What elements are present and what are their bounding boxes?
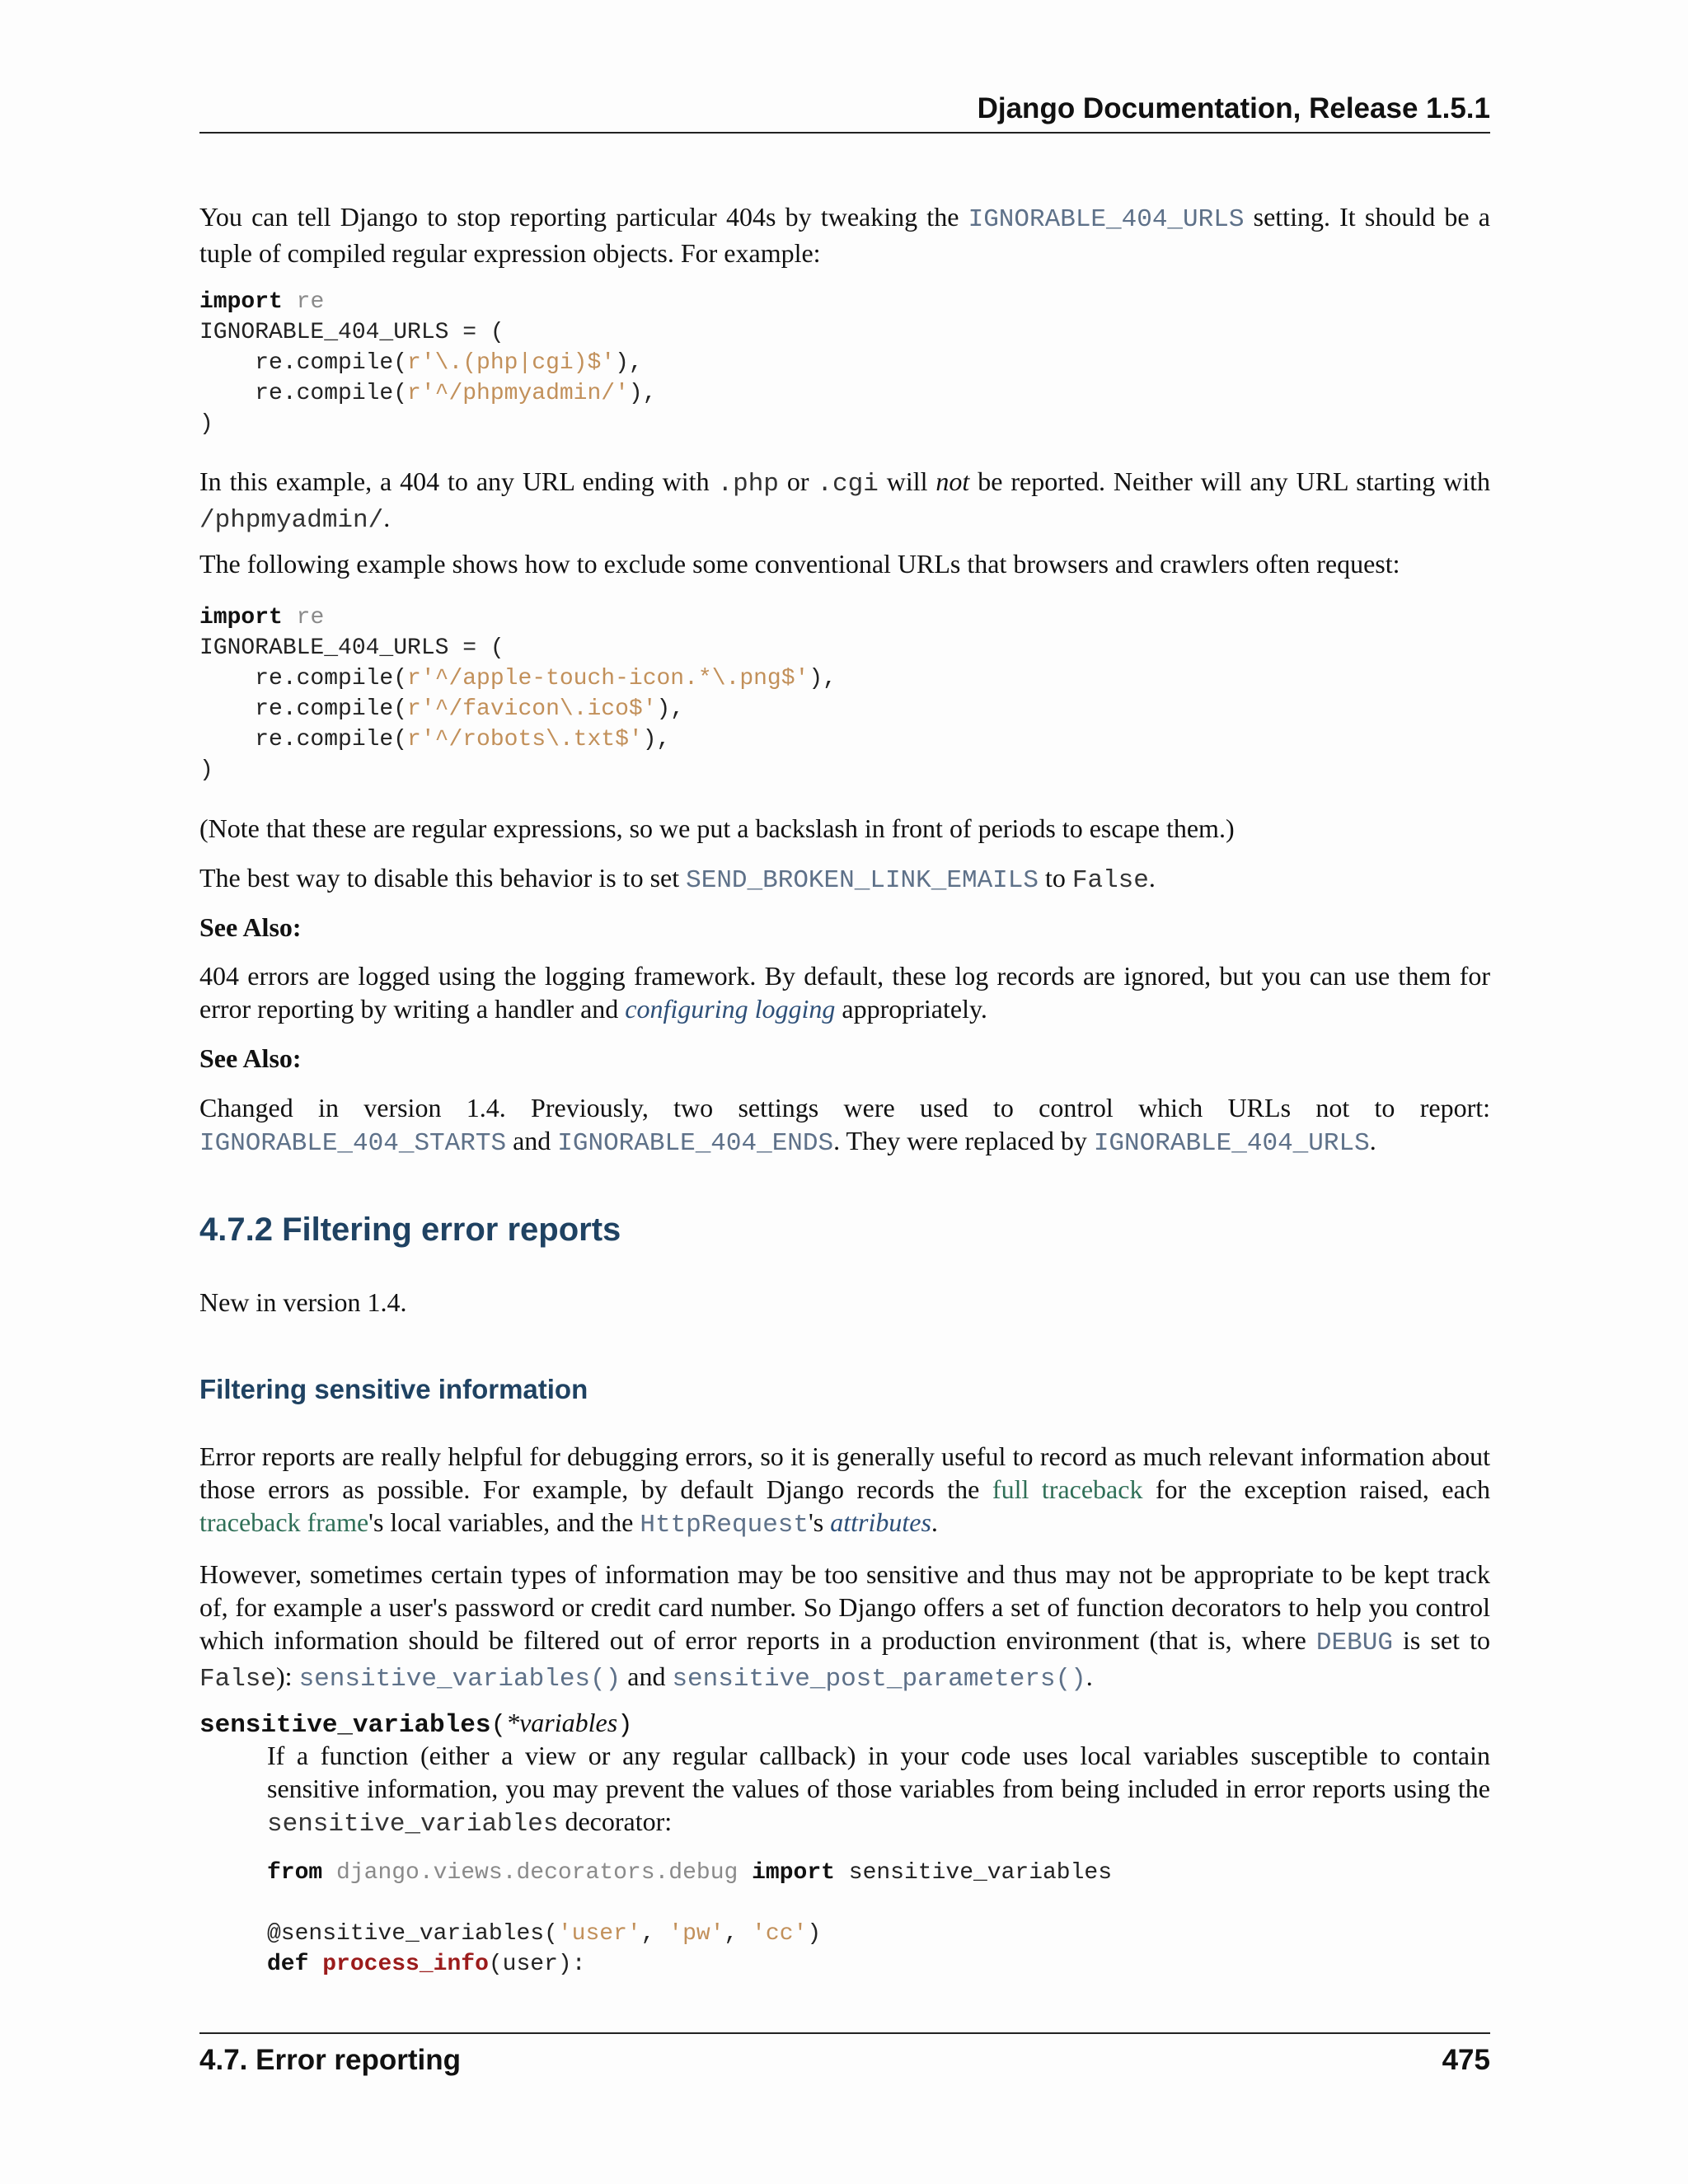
setting-link-ignorable-404-urls[interactable]: IGNORABLE_404_URLS — [1093, 1129, 1370, 1158]
paragraph-example-explanation — [199, 465, 1490, 537]
string-literal: r'^/apple-touch-icon.*\.png$' — [407, 666, 809, 691]
text: . — [1369, 1126, 1376, 1155]
keyword-import: import — [752, 1860, 835, 1886]
section-heading: 4.7.2 Filtering error reports — [199, 1212, 621, 1248]
paragraph-sensitive-variables-description — [267, 1739, 1490, 1841]
paragraph-following-example: The following example shows how to exclude some conventional URLs that browsers and crawlers often request: — [199, 549, 1400, 579]
paragraph-new-in-version: New in version 1.4. — [199, 1287, 407, 1317]
text: Error reports are really helpful for debugging errors, so it is generally useful to record as much relevant information about those errors as possible. For example, by default Django records the — [199, 1441, 1490, 1504]
decorator: @sensitive_variables( — [267, 1921, 558, 1947]
paragraph-ignorable-intro — [199, 200, 1490, 269]
text: ): — [276, 1661, 299, 1691]
code-call: re.compile( — [199, 381, 408, 406]
text: You can tell Django to stop reporting particular 404s by tweaking the — [199, 202, 968, 232]
string-literal: 'user' — [557, 1921, 641, 1947]
text: be reported. Neither will any URL starting with — [969, 466, 1491, 496]
setting-link-debug[interactable]: DEBUG — [1315, 1629, 1393, 1657]
code-call: re.compile( — [199, 350, 408, 376]
text: or — [778, 466, 818, 496]
sensitive-post-parameters-link[interactable]: sensitive_post_parameters() — [672, 1665, 1086, 1694]
imported-name: sensitive_variables — [848, 1860, 1113, 1886]
string-literal: 'cc' — [752, 1921, 808, 1947]
text: setting. It should be a tuple of compiled regular expression objects. For example: — [199, 202, 1491, 268]
text: . — [383, 503, 391, 532]
keyword-def: def — [267, 1952, 309, 1977]
text: for the exception raised, each — [1142, 1474, 1491, 1504]
code-punct: , — [640, 1921, 669, 1947]
sensitive-variables-link[interactable]: sensitive_variables() — [298, 1665, 621, 1694]
code-block-sensitive-variables — [267, 1858, 1112, 1980]
keyword-from: from — [267, 1860, 323, 1886]
code-punct: ) — [199, 411, 213, 437]
inline-code: /phpmyadmin/ — [199, 506, 384, 535]
code-punct: ) — [807, 1921, 822, 1947]
page-footer — [199, 2032, 1490, 2076]
inline-code: False — [199, 1665, 277, 1694]
text: decorator: — [558, 1807, 673, 1836]
code-punct: ) — [199, 757, 213, 783]
code-punct: ), — [628, 381, 657, 406]
function-argument: *variables — [506, 1708, 618, 1737]
code-call: re.compile( — [199, 727, 408, 752]
paragraph-sensitive-information — [199, 1558, 1490, 1696]
string-literal: r'^/phpmyadmin/' — [407, 381, 629, 406]
paragraph-version-change-line2 — [199, 1124, 1490, 1160]
text: . — [1148, 863, 1156, 893]
setting-link-ignorable-404-ends[interactable]: IGNORABLE_404_ENDS — [557, 1129, 834, 1158]
page-number: 475 — [1442, 2044, 1490, 2076]
string-literal: r'^/robots\.txt$' — [407, 727, 643, 752]
paren: ( — [490, 1711, 507, 1740]
code-call: re.compile( — [199, 696, 408, 722]
paragraph-disable-behavior — [199, 861, 1490, 898]
code-call: re.compile( — [199, 666, 408, 691]
code-punct: ), — [656, 696, 685, 722]
text: appropriately. — [835, 994, 987, 1024]
full-traceback-link[interactable]: full traceback — [992, 1474, 1143, 1504]
text: and — [506, 1126, 558, 1155]
operator: = ( — [448, 320, 504, 345]
paragraph-regex-note: (Note that these are regular expressions, so we put a backslash in front of periods to escape them.) — [199, 813, 1235, 843]
text: . — [931, 1507, 938, 1537]
keyword-import: import — [199, 289, 283, 315]
function-signature — [199, 1706, 633, 1742]
text: to — [1038, 863, 1072, 893]
text: In this example, a 404 to any URL ending with — [199, 466, 718, 496]
code-punct: ), — [615, 350, 643, 376]
see-also-heading: See Also: — [199, 912, 302, 942]
module-name: django.views.decorators.debug — [336, 1860, 738, 1886]
setting-link-ignorable-404-urls[interactable]: IGNORABLE_404_URLS — [968, 205, 1245, 234]
setting-link-ignorable-404-starts[interactable]: IGNORABLE_404_STARTS — [199, 1129, 507, 1158]
text: 404 errors are logged using the logging framework. By default, these log records are ignored, but you can use them for error reporting by writing a handler and — [199, 961, 1490, 1024]
text: will — [878, 466, 936, 496]
inline-code: .cgi — [817, 470, 879, 499]
keyword-import: import — [199, 605, 283, 630]
variable-name: IGNORABLE_404_URLS — [199, 635, 449, 661]
emphasis: not — [935, 466, 970, 496]
inline-code: False — [1071, 866, 1149, 895]
paren: ) — [617, 1711, 633, 1740]
see-also-heading: See Also: — [199, 1043, 302, 1073]
text: If a function (either a view or any regular callback) in your code uses local variables susceptible to contain sensitive information, you may prevent the values of those variables from being included in error reports using the — [267, 1741, 1490, 1803]
variable-name: IGNORABLE_404_URLS — [199, 320, 449, 345]
function-definition-name: process_info — [322, 1952, 489, 1977]
subsection-heading: Filtering sensitive information — [199, 1374, 588, 1404]
inline-code: .php — [717, 470, 779, 499]
function-args: (user): — [488, 1952, 586, 1977]
code-block-conventional-urls — [199, 602, 837, 785]
setting-link-send-broken-link-emails[interactable]: SEND_BROKEN_LINK_EMAILS — [686, 866, 1039, 895]
code-block-ignorable-urls — [199, 287, 657, 439]
text: . — [1085, 1661, 1093, 1691]
module-name: re — [296, 605, 325, 630]
module-name: re — [296, 289, 325, 315]
httprequest-link[interactable]: HttpRequest — [640, 1511, 809, 1540]
text: is set to — [1392, 1625, 1490, 1655]
code-punct: ), — [642, 727, 671, 752]
string-literal: r'\.(php|cgi)$' — [407, 350, 616, 376]
code-punct: ), — [809, 666, 837, 691]
inline-code: sensitive_variables — [267, 1810, 559, 1839]
code-punct: , — [724, 1921, 753, 1947]
paragraph-version-change-line1: Changed in version 1.4. Previously, two settings were used to control which URLs not to report: — [199, 1093, 1490, 1122]
paragraph-404-logging — [199, 959, 1490, 1025]
text: and — [621, 1661, 673, 1691]
footer-section-title: 4.7. Error reporting — [199, 2044, 462, 2076]
attributes-link[interactable]: attributes — [830, 1507, 931, 1537]
text: 's local variables, and the — [368, 1507, 640, 1537]
text: However, sometimes certain types of information may be too sensitive and thus may not be appropriate to be kept track of, for example a user's password or credit card number. So Django offers a set of function decorators to help you control which information should be filtered out of error reports in a production environment (that is, where — [199, 1559, 1490, 1655]
text: 's — [809, 1507, 831, 1537]
configuring-logging-link[interactable]: configuring logging — [625, 994, 836, 1024]
function-name: sensitive_variables — [199, 1711, 491, 1740]
string-literal: r'^/favicon\.ico$' — [407, 696, 657, 722]
operator: = ( — [448, 635, 504, 661]
text: The best way to disable this behavior is to set — [199, 863, 687, 893]
paragraph-error-reports-helpful — [199, 1440, 1490, 1542]
text: . They were replaced by — [833, 1126, 1094, 1155]
string-literal: 'pw' — [668, 1921, 724, 1947]
traceback-frame-link[interactable]: traceback frame — [199, 1507, 369, 1537]
header-title: Django Documentation, Release 1.5.1 — [977, 92, 1490, 124]
page-header — [199, 92, 1490, 134]
